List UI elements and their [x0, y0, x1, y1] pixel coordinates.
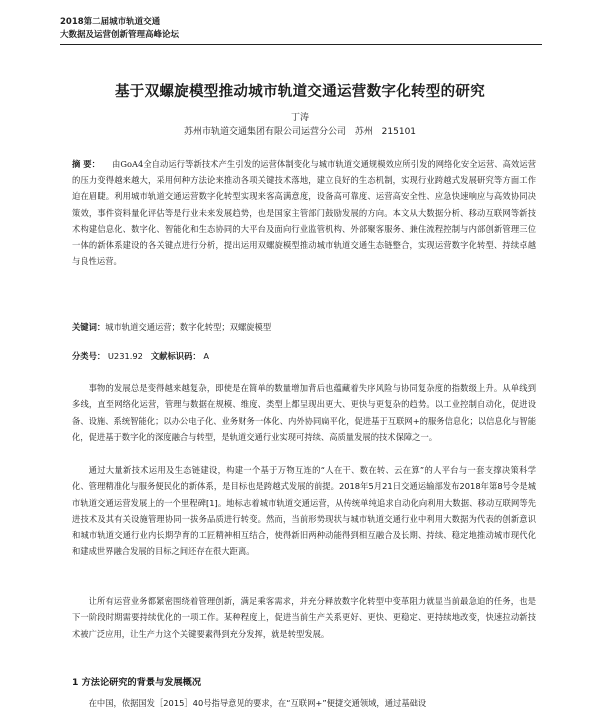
conference-name: 2018第二届城市轨道交通 — [60, 17, 161, 27]
keywords — [72, 320, 536, 334]
abstract-text: 由GoA4全自动运行等新技术产生引发的运营体制变化与城市轨道交通规模效应所引发的网络化安全运营、高效运营的压力变得越来越大，采用何种方法论来推动各项关键技术落地，建立良好的生态机制，实现行业跨越式发展研究等方面工作迫在眉睫。利用城市轨道交通运营数字化转型实现来客高满意度，设备高可靠度、运营高安全性、应急快速响应与高效协同决策效，事件资料量化评估等是行业未来发展趋势，也是国家主管部门鼓励发展的方向。本文从大数据分析、移动互联网等新技术构建信息化、数字化、智能化和生态协同的大平台及面向行业监管机构、外部聚客服务、兼住流程控制与内部创新管理三位一体的新体系建设的各关键点进行分析，提出运用双螺旋模型推动城市轨道交通生态链整合，实现运营数字化转型、持续卓越与良性运营。 — [72, 159, 536, 267]
conference-subtitle: 大数据及运营创新管理高峰论坛 — [60, 30, 180, 40]
doc-code-value: A — [203, 351, 209, 361]
classification-value: U231.92 — [107, 351, 143, 361]
keywords-label: 关键词： — [72, 322, 106, 332]
body-paragraph-1: 事物的发展总是变得越来越复杂，即使是在简单的数量增加背后也蕴藏着失序风险与协同复杂度的指数级上升。从单线到多线，直至网络化运营，管理与数据在规模、维度、类型上都呈现出更大、更快与更复杂的趋势。以工业控制自动化，促进设备、设施、系统智能化；以办公电子化、业务财务一体化、内外协同扁平化，促进基于互联网+的服务信息化；以信息化与智能化，促进基于数字化的深度融合与转型，是轨道交通行业实现可持续、高质量发展的技术保障之一。 — [72, 383, 536, 442]
abstract-label: 摘 要： — [72, 159, 101, 169]
body-paragraph-2: 通过大量新技术运用及生态链建设，构建一个基于万物互连的“人在干、数在转、云在算”的人平台与一套支撑决策科学化、管理精准化与服务便民化的新体系，是目标也是跨越式发展的前提。2018年5月21日交通运输部发布2018年第8号令是城市轨道交通运营发展上的一个里程碑[1]。地标志着城市轨道交通运营，从传统单纯追求自动化向利用大数据、移动互联网等先进技术及其有关设施管理协同一拔务品质进行转变。然而，当前形势现状与城市轨道交通行业中利用大数据为代表的创新意识和城市轨道交通行业内长期孕育的工匠精神相互结合，使得新旧两种动能得到相互融合及长期、持续、稳定地推动城市现代化和建成世界融合发展的目标之间还存在很大距离。 — [72, 465, 536, 557]
author-affiliation: 苏州市轨道交通集团有限公司运营分公司 苏州 215101 — [183, 127, 417, 137]
conference-header — [60, 16, 179, 42]
section-heading: 1 方法论研究的背景与发展概况 — [72, 677, 202, 688]
abstract — [72, 156, 536, 269]
doc-code-label: 文献标识码： — [150, 351, 201, 361]
paper-title: 基于双螺旋模型推动城市轨道交通运营数字化转型的研究 — [115, 84, 485, 100]
classification-label: 分类号： — [72, 351, 106, 361]
author-name: 丁涛 — [290, 113, 309, 123]
keywords-text: 城市轨道交通运营；数字化转型；双螺旋模型 — [105, 322, 272, 332]
classification-line — [72, 349, 536, 363]
header-divider — [60, 44, 542, 45]
body-paragraph-4: 在中国，依据国发［2015］40号指导意见的要求，在“互联网+”便捷交通领域，通过基础设 — [88, 698, 427, 708]
body-paragraph-3: 让所有运营业务都紧密围绕着管理创新，满足乘客需求，并充分释放数字化转型中变革阻力就显当前最急迫的任务，也是下一阶段时期需要持续优化的一项工作。某种程度上，促进当前生产关系更好、更快、更稳定、更持续地改变，快速拉动新技术被广泛应用，让生产力这个关键要素得到充分发挥，就是转型发展。 — [72, 596, 536, 639]
